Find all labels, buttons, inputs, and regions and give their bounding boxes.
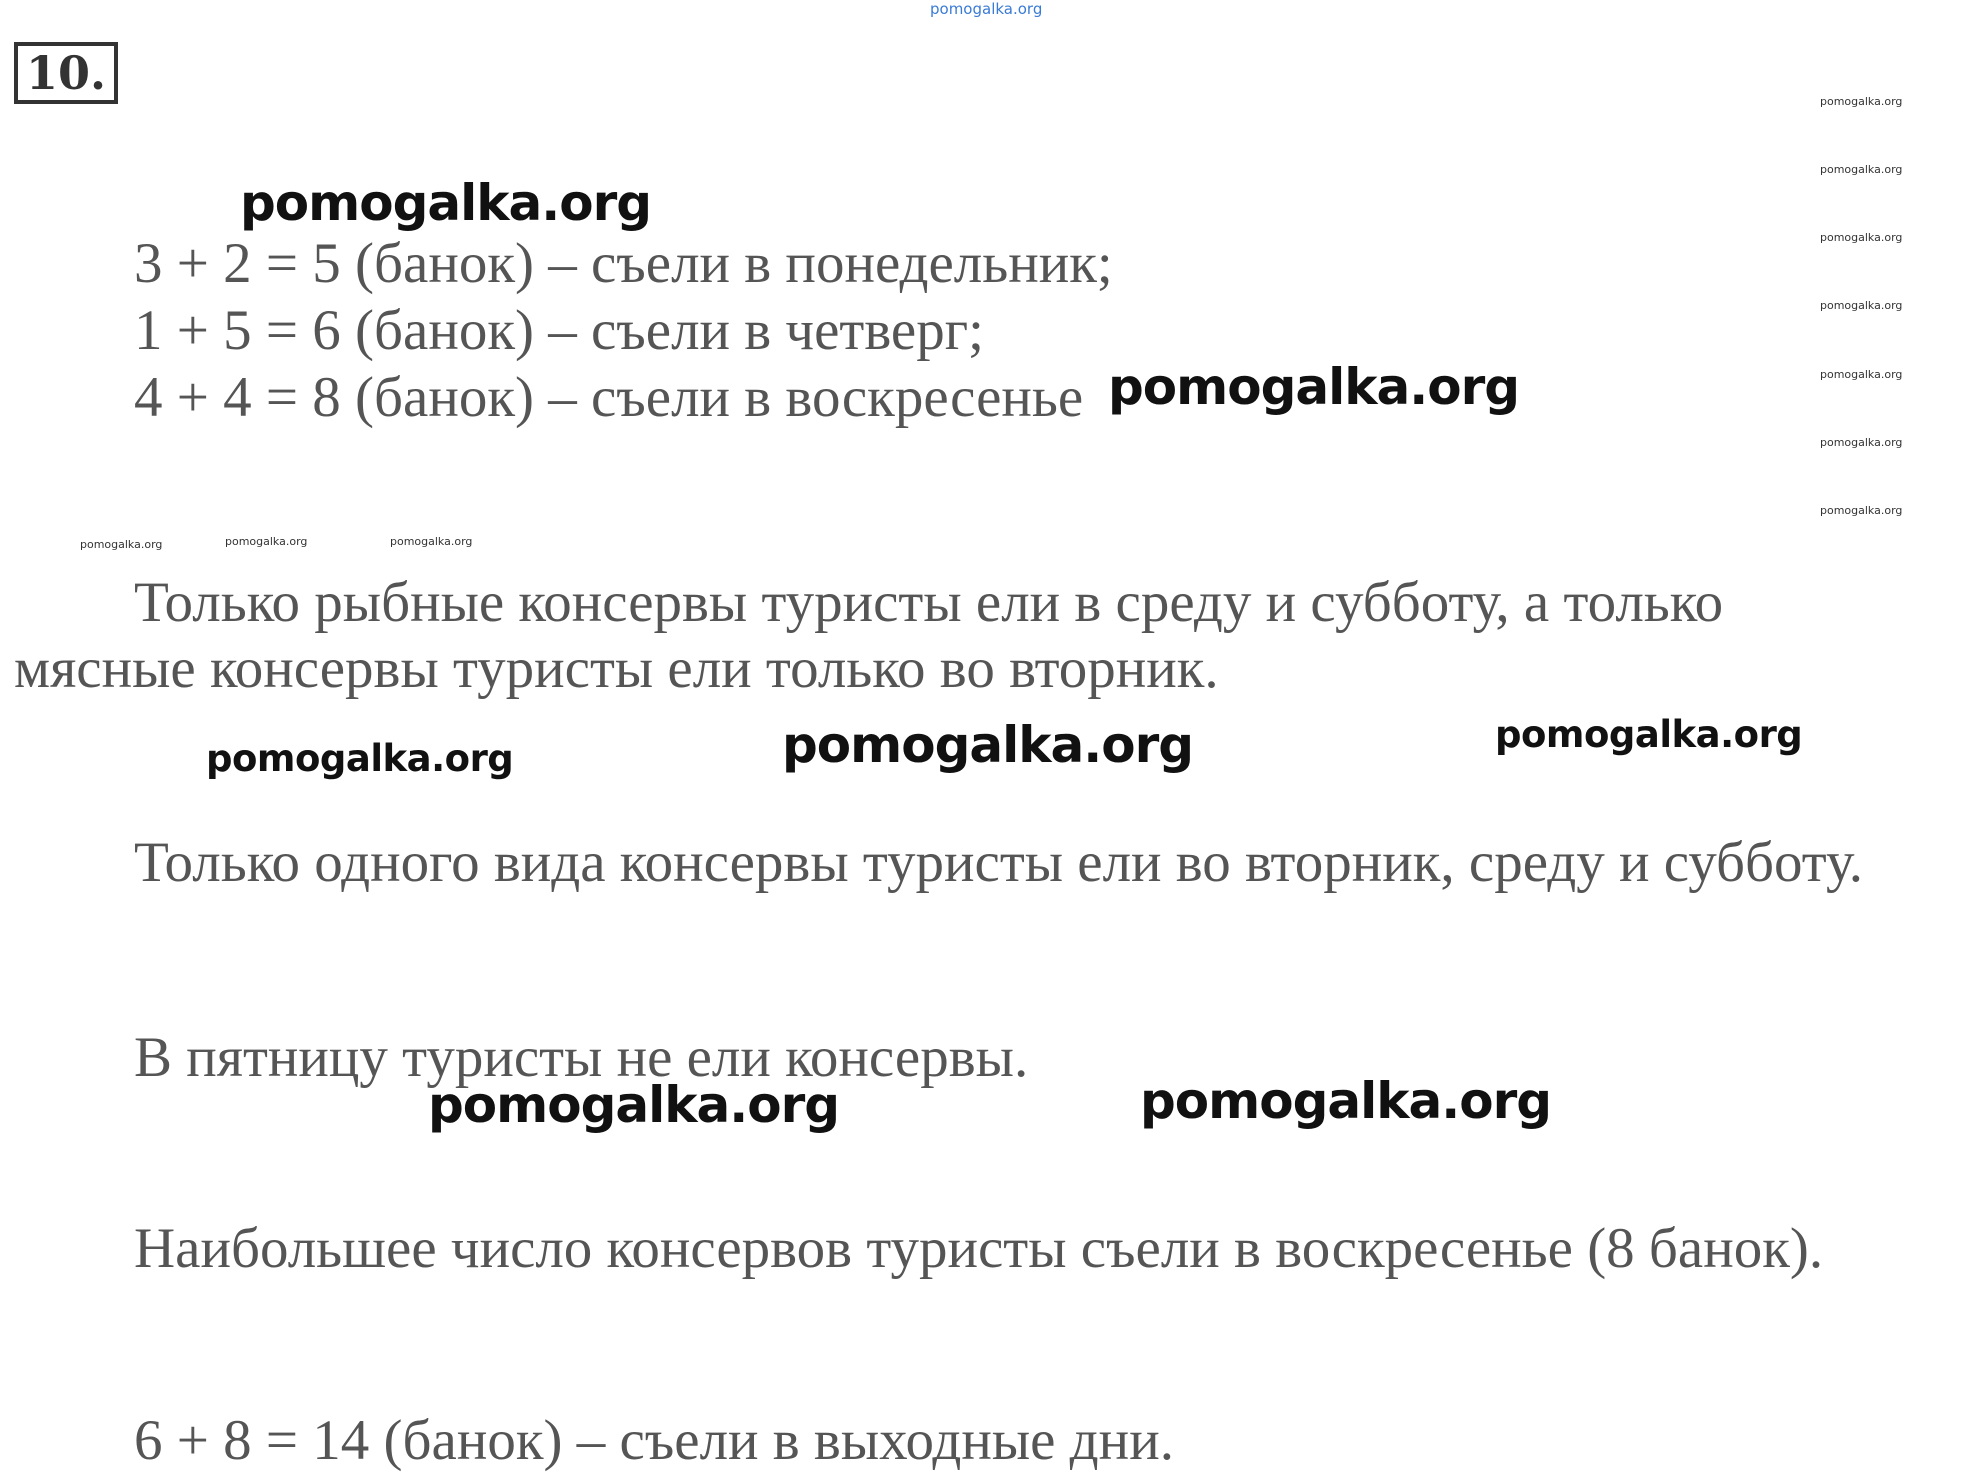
watermark-small: pomogalka.org: [1820, 95, 1903, 108]
watermark-small: pomogalka.org: [1820, 299, 1903, 312]
watermark: pomogalka.org: [240, 174, 652, 232]
watermark-small: pomogalka.org: [1820, 504, 1903, 517]
watermark-small: pomogalka.org: [1820, 163, 1903, 176]
watermark: pomogalka.org: [428, 1076, 840, 1134]
calculation-monday: 3 + 2 = 5 (банок) – съели в понедельник;: [134, 232, 1113, 295]
answer-only-fish-line1: Только рыбные консервы туристы ели в среду и субботу, а только: [134, 571, 1724, 634]
answer-one-kind: Только одного вида консервы туристы ели во вторник, среду и субботу.: [134, 831, 1864, 894]
watermark-small: pomogalka.org: [225, 535, 308, 548]
watermark-small: pomogalka.org: [1820, 368, 1903, 381]
watermark-small: pomogalka.org: [1820, 436, 1903, 449]
answer-weekend: 6 + 8 = 14 (банок) – съели в выходные дни.: [134, 1409, 1174, 1472]
watermark: pomogalka.org: [782, 716, 1194, 774]
calculation-thursday: 1 + 5 = 6 (банок) – съели в четверг;: [134, 299, 984, 362]
watermark: pomogalka.org: [206, 737, 514, 780]
calculation-sunday: 4 + 4 = 8 (банок) – съели в воскресенье: [134, 366, 1084, 429]
watermark: pomogalka.org: [1108, 358, 1520, 416]
watermark-small: pomogalka.org: [1820, 231, 1903, 244]
answer-friday: В пятницу туристы не ели консервы.: [134, 1026, 1029, 1089]
watermark-top: pomogalka.org: [930, 0, 1043, 18]
watermark: pomogalka.org: [1140, 1072, 1552, 1130]
watermark: pomogalka.org: [1495, 713, 1803, 756]
answer-only-fish-line2: мясные консервы туристы ели только во вторник.: [14, 637, 1219, 700]
watermark-small: pomogalka.org: [80, 538, 163, 551]
answer-max: Наибольшее число консервов туристы съели в воскресенье (8 банок).: [134, 1217, 1824, 1280]
watermark-small: pomogalka.org: [390, 535, 473, 548]
problem-number: 10.: [14, 42, 118, 104]
